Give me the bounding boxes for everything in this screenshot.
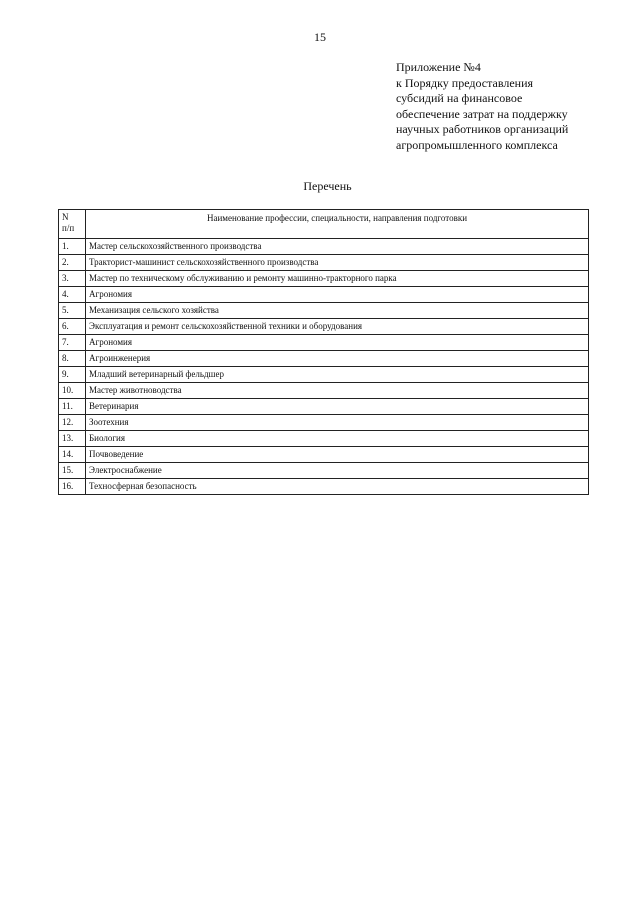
row-name: Ветеринария (86, 399, 589, 415)
row-name: Мастер животноводства (86, 383, 589, 399)
table-row (59, 239, 589, 255)
table-row (59, 447, 589, 463)
table-row (59, 399, 589, 415)
row-number: 10. (59, 383, 86, 399)
row-number: 8. (59, 351, 86, 367)
page-number: 15 (314, 30, 326, 44)
row-name: Тракторист-машинист сельскохозяйственного производства (86, 255, 589, 271)
row-number: 15. (59, 463, 86, 479)
row-name: Младший ветеринарный фельдшер (86, 367, 589, 383)
appendix-line: к Порядку предоставления (396, 75, 534, 90)
row-name: Зоотехния (86, 415, 589, 431)
table-body (59, 239, 589, 495)
row-number: 1. (59, 239, 86, 255)
column-header-name: Наименование профессии, специальности, направления подготовки (86, 210, 589, 239)
row-name: Агрономия (86, 287, 589, 303)
row-number: 14. (59, 447, 86, 463)
row-name: Механизация сельского хозяйства (86, 303, 589, 319)
table-row (59, 415, 589, 431)
document-title: Перечень (303, 179, 352, 193)
table-header-row (59, 210, 589, 239)
row-number: 2. (59, 255, 86, 271)
row-name: Агрономия (86, 335, 589, 351)
appendix-line: Приложение №4 (396, 60, 481, 74)
column-header-number (59, 210, 86, 239)
appendix-line: агропромышленного комплекса (396, 137, 558, 152)
table-row (59, 383, 589, 399)
table-row (59, 367, 589, 383)
row-name: Эксплуатация и ремонт сельскохозяйственной техники и оборудования (86, 319, 589, 335)
appendix-line: обеспечение затрат на поддержку (396, 106, 568, 121)
table-row (59, 255, 589, 271)
row-number: 7. (59, 335, 86, 351)
row-name: Почвоведение (86, 447, 589, 463)
table-row (59, 431, 589, 447)
row-number: 13. (59, 431, 86, 447)
row-number: 11. (59, 399, 86, 415)
table-row (59, 271, 589, 287)
row-number: 9. (59, 367, 86, 383)
appendix-note (396, 60, 626, 153)
row-number: 6. (59, 319, 86, 335)
list-table (58, 209, 589, 495)
table-row (59, 303, 589, 319)
column-header-number-line2: п/п (62, 223, 75, 233)
table-row (59, 319, 589, 335)
column-header-number-line1: N (62, 212, 69, 222)
row-name: Мастер сельскохозяйственного производства (86, 239, 589, 255)
row-number: 3. (59, 271, 86, 287)
table-row (59, 287, 589, 303)
row-name: Агроинженерия (86, 351, 589, 367)
appendix-line: субсидий на финансовое (396, 91, 523, 105)
row-number: 4. (59, 287, 86, 303)
appendix-line: научных работников организаций (396, 122, 569, 136)
row-name: Мастер по техническому обслуживанию и ремонту машинно-тракторного парка (86, 271, 589, 287)
table-row (59, 463, 589, 479)
row-name: Электроснабжение (86, 463, 589, 479)
row-number: 12. (59, 415, 86, 431)
table-row (59, 479, 589, 495)
row-name: Биология (86, 431, 589, 447)
table-row (59, 335, 589, 351)
table-row (59, 351, 589, 367)
row-number: 16. (59, 479, 86, 495)
row-name: Техносферная безопасность (86, 479, 589, 495)
row-number: 5. (59, 303, 86, 319)
